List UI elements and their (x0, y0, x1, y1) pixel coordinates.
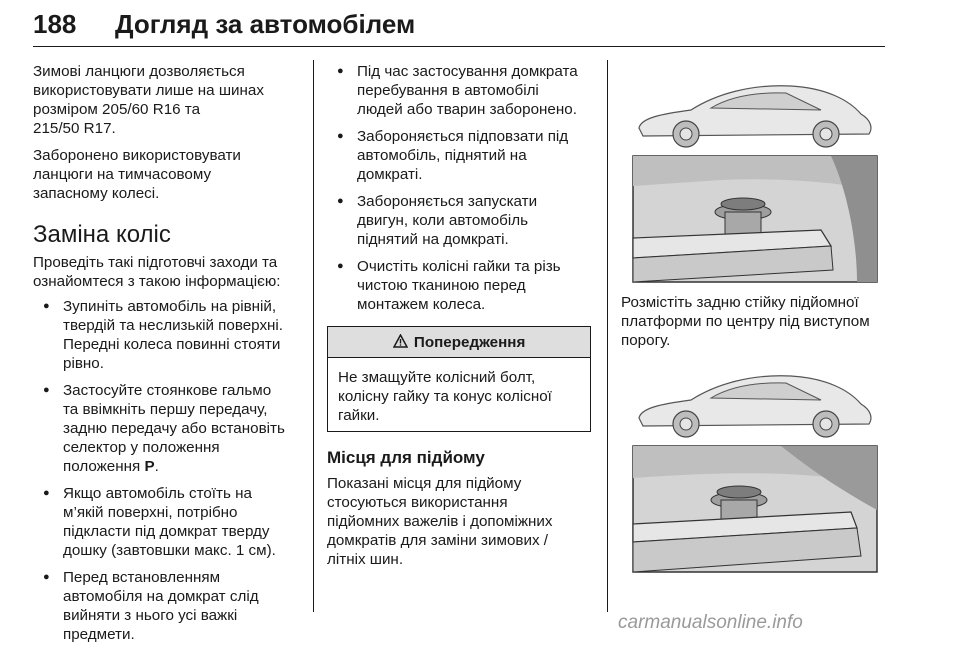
column-left (33, 62, 303, 652)
column-divider (607, 60, 608, 612)
list-item: ● Якщо автомобіль стоїть на м’якій поверхні, потрібно підкласти під домкрат тверду дошку (завтовшки макс. 1 см). (33, 484, 303, 560)
rear-lift-point-illustration (621, 360, 885, 575)
column-divider (313, 60, 314, 612)
lead-paragraph: Проведіть такі підготовчі заходи та ознайомтеся з такою інформацією: (33, 254, 281, 290)
page-header (33, 6, 885, 47)
spare-wheel-note: Заборонено використовувати ланцюги на тимчасовому запасному колесі. (33, 147, 241, 202)
lifting-points-paragraph: Показані місця для підйому стосуються використання підйомних важелів і допоміжних домкратів для заміни зимових / літніх шин. (327, 475, 553, 568)
list-item: ● Перед встановленням автомобіля на домкрат слід вийняти з нього усі важкі предмети. (33, 568, 303, 644)
warning-title: Попередження (413, 334, 526, 351)
intro-paragraph: Зимові ланцюги дозволяється використовувати лише на шинах розміром 205/60 R16 та 215/50 R17. (33, 63, 264, 137)
list-item: ● Очистіть колісні гайки та різь чистою тканиною перед монтажем колеса. (327, 257, 591, 314)
list-item: ● Забороняється підповзати під автомобіль, піднятий на домкраті. (327, 127, 591, 184)
list-item: ● Під час застосування домкрата перебування в автомобілі людей або тварин заборонено. (327, 62, 591, 119)
warning-triangle-icon (393, 334, 412, 351)
figure-caption: Розмістіть задню стійку підйомної платформи по центру під виступом порогу. (621, 294, 870, 349)
warning-body: Не змащуйте колісний болт, колісну гайку та конус колісної гайки. (338, 369, 552, 424)
warning-header (328, 327, 590, 358)
subheading-lifting-points: Місця для підйому (327, 448, 485, 467)
preparation-list (33, 297, 303, 644)
gear-position-p: P (144, 458, 155, 475)
watermark: carmanualsonline.info (618, 612, 803, 633)
list-item: ● Зупиніть автомобіль на рівній, твердій та неслизькій поверхні. Передні колеса повинні стояти рівно. (33, 297, 303, 373)
column-middle (327, 62, 591, 577)
column-right (621, 70, 885, 575)
page-title: Догляд за автомобілем (115, 9, 416, 39)
list-item: ● Застосуйте стоянкове гальмо та ввімкніть першу передачу, задню передачу або встановіть селектор у положення положення P. (33, 381, 303, 476)
section-heading-wheel-change: Заміна коліс (33, 221, 171, 248)
page-number: 188 (33, 9, 77, 39)
safety-list (327, 62, 591, 314)
front-lift-point-illustration (621, 70, 885, 285)
warning-box (327, 326, 591, 432)
list-item: ● Забороняється запускати двигун, коли автомобіль піднятий на домкраті. (327, 192, 591, 249)
